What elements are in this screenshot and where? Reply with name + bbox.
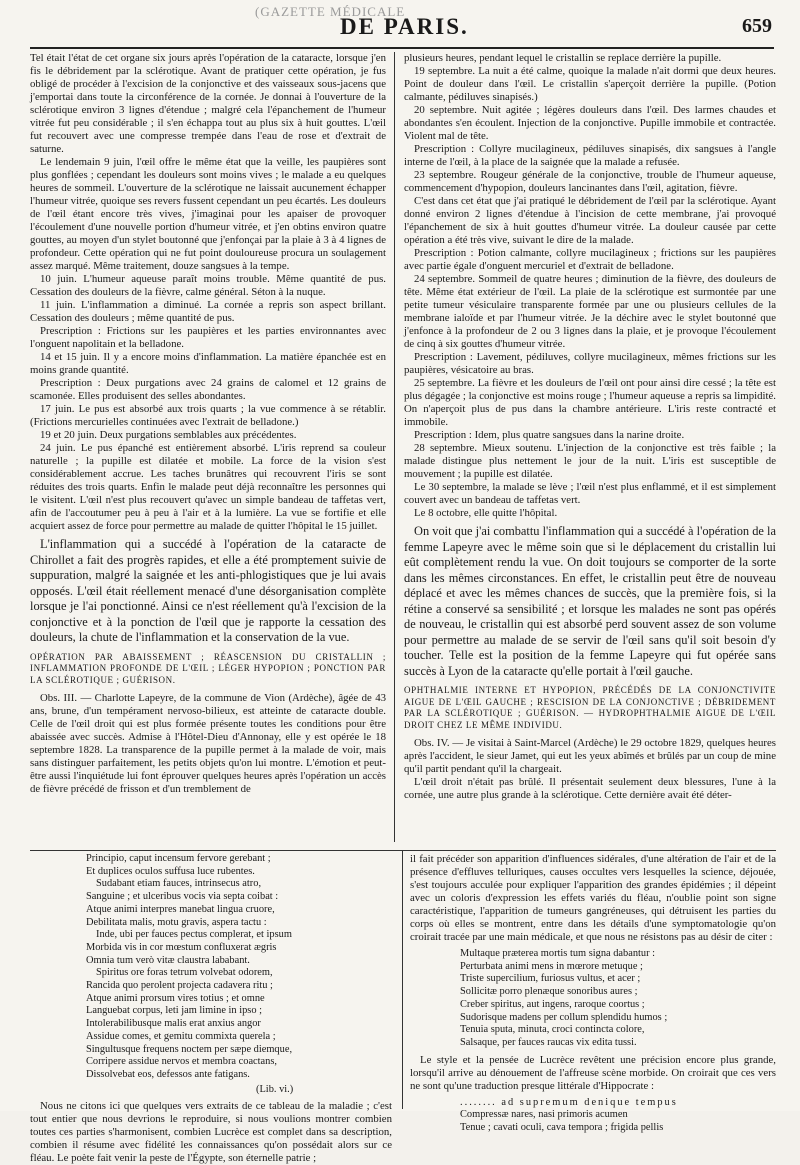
header-rule	[30, 47, 774, 49]
verse-line: Corripere assidue nervos et membra coactans,	[86, 1056, 277, 1068]
verse-line: Rancida quo perolent projecta cadavera ritu ;	[86, 980, 273, 992]
paragraph: 19 septembre. La nuit a été calme, quoique la malade n'ait dormi que deux heures. Point de douleur dans l'œil. Le cristallin s'aperçoit derrière la pupille. (Potion calmante, pédiluves sinapisés.)	[404, 65, 776, 103]
verse-line: Intolerabilibusque malis erat anxius angor	[86, 1018, 261, 1030]
verse-line: Sudorisque madens per collum splendidu humos ;	[460, 1011, 668, 1023]
verse-line: Creber spiritus, aut ingens, raroque coortus ;	[460, 998, 645, 1010]
page-header	[0, 0, 800, 52]
verse-line: Sollicitæ porro plenæque sonoribus aures ;	[460, 986, 638, 998]
observation-paragraph: Obs. III. — Charlotte Lapeyre, de la commune de Vion (Ardèche), âgée de 43 ans, brune, d'un tempérament nervoso-bilieux, est atteinte de cataracte double. Celle de l'œil droit qui est plus formée présente toutes les conditions pour être abaissée avec succès. Admise à l'Hôtel-Dieu d'Annonay, elle y est opérée le 18 septembre 1828. La transparence de la pupille permet à la malade de voir, mais sans distinguer parfaitement, les petits objets qu'on lui montre. L'émotion et peut-être aussi l'inquiétude lui font éprouver quelques heures après l'opération un accès de fièvre précédé de frisson et d'un tremblement de	[30, 692, 386, 795]
paragraph: Tel était l'état de cet organe six jours après l'opération de la cataracte, lorsque j'en fis le débridement par la sclérotique. Avant de pratiquer cette opération, je fus obligé de procéder à l'excision de la conjonctive et des vaisseaux sous-jacens que j'emportai dans toute la circonférence de la cornée. Je donnai à l'ouverture de la sclérotique environ 3 lignes d'étendue ; malgré cela l'épanchement de l'humeur vitrée fut peu considérable ; il s'en échappa tout au plus six à huit gouttes. L'œil fut recouvert avec une compresse trempée dans l'eau de rose et d'extrait de saturne.	[30, 52, 386, 155]
paragraph: 11 juin. L'inflammation a diminué. La cornée a repris son aspect brillant. Cessation des douleurs ; même quantité de pus.	[30, 299, 386, 324]
verse-line: Et duplices oculos suffusa luce rubentes.	[86, 865, 255, 877]
section-heading: OPHTHALMIE INTERNE ET HYPOPION, PRÉCÉDÉS DE LA CONJONCTIVITE AIGUE DE L'ŒIL GAUCHE ; RESCISION DE LA CONJONCTIVE ; DÉBRIDEMENT PAR LA SCLÉROTIQUE ; GUÉRISON. — HYDROPHTHALMIE AIGUE DE L'ŒIL DROIT CHEZ LE MÊME INDIVIDU.	[404, 685, 776, 730]
feuilleton-rule	[30, 850, 776, 851]
verse-line: Sudabant etiam fauces, intrinsecus atro,	[96, 878, 262, 890]
page-title: DE PARIS.	[340, 14, 469, 39]
paragraph: plusieurs heures, pendant lequel le cristallin se replace derrière la pupille.	[404, 52, 722, 64]
verse-line: Debilitata malis, motu gravis, aspera tactu :	[86, 916, 267, 928]
paragraph: Prescription : Collyre mucilagineux, pédiluves sinapisés, dix sangsues à l'angle interne de l'œil, à la place de la saignée que la malade a refusée.	[404, 143, 776, 168]
verse-line: Atque animi prorsum vires totius ; et omne	[86, 992, 265, 1004]
paragraph: Prescription : Frictions sur les paupières et les parties environnantes avec l'onguent napolitain et la belladone.	[30, 325, 386, 350]
paragraph: C'est dans cet état que j'ai pratiqué le débridement de l'œil par la sclérotique. Ayant donné environ 2 lignes d'étendue à l'incision de cette membrane, j'ai provoqué l'épanchement de six à huit gouttes d'humeur vitrée. La douleur causée par cette opération a été très vive, suivant le dire de la malade.	[404, 195, 776, 246]
paragraph: Le lendemain 9 juin, l'œil offre le même état que la veille, les paupières sont plus gonflées ; cependant les douleurs sont moins vives ; le malade a eu quelques heures de sommeil. L'ouverture de la sclérotique ne laissait aucunement échapper l'humeur vitrée, quoique ses revers fussent cependant un peu écartés. Les douleurs de l'œil étant encore très vives, j'imaginai pour les apaiser de provoquer l'écoulement d'une nouvelle portion d'humeur vitrée, et j'en obtins environ quatre gouttes, au moyen d'un stylet boutonné que j'enfonçai par la plaie à 3 à 4 lignes de profondeur. Cette opération qui ne fut point douloureuse procura un soulagement assez marqué. Même traitement, douze sangsues à la tempe.	[30, 156, 386, 272]
paragraph: Nous ne citons ici que quelques vers extraits de ce tableau de la maladie ; c'est tout entier que nous devrions le reproduire, si nous voulions montrer combien toutes ces parties s'harmonisent, combien Lucrèce est complet dans sa description, combien il résume avec fidélité les connaissances qu'on possédait alors sur ce fléau. Le poète fait venir la peste de l'Égypte, son éternelle patrie ;	[30, 1100, 392, 1165]
paragraph: 25 septembre. La fièvre et les douleurs de l'œil ont pour ainsi dire cessé ; la tête est plus dégagée ; la conjonctive est moins rouge ; l'humeur aqueuse a repris sa limpidité. On n'aperçoit plus de pus dans la chambre antérieure. L'iris reste contracté et immobile.	[404, 377, 776, 428]
paragraph: Prescription : Idem, plus quatre sangsues dans la narine droite.	[414, 429, 685, 441]
paragraph: Prescription : Potion calmante, collyre mucilagineux ; frictions sur les paupières avec partie égale d'onguent mercuriel et d'extrait de belladone.	[404, 247, 776, 272]
verse-line: Sanguine ; et ulceribus vocis via septa coibat :	[86, 891, 279, 903]
verse-line: Tenue ; cavati oculi, cava tempora ; frigida pellis	[460, 1122, 664, 1134]
paragraph: 23 septembre. Rougeur générale de la conjonctive, trouble de l'humeur aqueuse, commencement d'hypopion, douleurs lancinantes dans l'œil, agitation, fièvre.	[404, 169, 776, 194]
paragraph: 10 juin. L'humeur aqueuse paraît moins trouble. Même quantité de pus. Cessation des douleurs de la fièvre, calme général. Séton à la nuque.	[30, 273, 386, 298]
latin-poem	[460, 948, 776, 1050]
latin-poem	[460, 1097, 776, 1135]
verse-line: Assidue comes, et gemitu commixta querela ;	[86, 1030, 276, 1042]
verse-line: Perturbata animi mens in mœrore metuque ;	[460, 960, 643, 972]
verse-line: Singultusque frequens noctem per sæpe diemque,	[86, 1043, 293, 1055]
feuilleton-left	[30, 853, 392, 1165]
column-divider	[402, 851, 403, 1109]
feuilleton-right	[410, 853, 776, 1134]
running-head: (GAZETTE MÉDICALE	[255, 4, 406, 19]
paragraph: Prescription : Lavement, pédiluves, collyre mucilagineux, mêmes frictions sur les paupières, vésicatoire au bras.	[404, 351, 776, 376]
column-right	[404, 52, 776, 847]
verse-line: Inde, ubi per fauces pectus complerat, et ipsum	[96, 929, 292, 941]
paragraph: il fait précéder son apparition d'influences sidérales, d'une altération de l'air et de la présence d'effluves telluriques, causes occultes vers lesquelles la science, déjouée, s'est toujours acculée pour expliquer l'apparition des grandes épidémies ; il dépeint avec un coloris d'expression les effets variés du fléau, n'oublie point son signe caractéristique, l'apparition de tumeurs gangréneuses, qui détruisent les parties du corps où elles se montrent, entre dans les détails d'une symptomatologie qu'on croirait tracée par une main médicale, et que nous ne résistons pas au désir de citer :	[410, 853, 776, 943]
paragraph: 14 et 15 juin. Il y a encore moins d'inflammation. La matière épanchée est en moins grande quantité.	[30, 351, 386, 376]
verse-line: Spiritus ore foras tetrum volvebat odorem,	[96, 967, 273, 979]
poem-reference: (Lib. vi.)	[256, 1083, 294, 1095]
verse-line: Languebat corpus, leti jam limine in ipso ;	[86, 1005, 263, 1017]
commentary-paragraph: L'inflammation qui a succédé à l'opération de la cataracte de Chirollet a fait des progrès rapides, et elle a été promptement suivie de suppuration, malgré la saignée et les anti-phlogistiques que je lui avais opposés. L'œil était réellement menacé d'une désorganisation complète lorsque je l'ai ponctionné. Ainsi ce n'est réellement qu'à l'excision de la conjonctive et à la ponction de l'œil que je rapporte la cessation des douleurs, la chute de l'inflammation et la conservation de la vue.	[30, 537, 386, 644]
page-number: 659	[742, 15, 772, 37]
paragraph: 24 septembre. Sommeil de quatre heures ; diminution de la fièvre, des douleurs de tête. Même état extérieur de l'œil. La plaie de la sclérotique est surmontée par une petite tumeur vésiculaire transparente formée par une ou plusieurs cellules de la membrane ialoïde et par l'humeur vitrée. Je la déchire avec le stylet boutonné que j'enfonce à la profondeur de 2 ou 3 lignes dans la plaie, et je provoque l'écoulement de cinq à six gouttes d'humeur vitrée.	[404, 273, 776, 350]
verse-line: Compressæ nares, nasi primoris acumen	[460, 1109, 628, 1121]
paragraph: 20 septembre. Nuit agitée ; légères douleurs dans l'œil. Des larmes chaudes et abondantes s'en écoulent. Injection de la conjonctive. Pupille immobile et contractée. Violent mal de tête.	[404, 104, 776, 142]
verse-line: Multaque præterea mortis tum signa dabantur :	[460, 948, 656, 959]
latin-poem	[86, 853, 392, 1096]
observation-paragraph: Obs. IV. — Je visitai à Saint-Marcel (Ardèche) le 29 octobre 1829, quelques heures après l'accident, le sieur Jamet, qui eut les yeux abîmés et brûlés par un coup de mine qu'il partit pendant qu'il la chargeait.	[404, 737, 776, 775]
verse-line: Atque animi interpres manebat lingua cruore,	[86, 903, 275, 915]
paragraph: Le style et la pensée de Lucrèce revêtent une précision encore plus grande, lorsqu'il arrive au dénouement de l'affreuse scène morbide. On croirait que ces vers ne sont qu'une traduction presque littérale d'Hippocrate :	[410, 1053, 776, 1092]
commentary-paragraph: On voit que j'ai combattu l'inflammation qui a succédé à l'opération de la femme Lapeyre avec le même soin que si le déplacement du cristallin lui eût complètement rendu la vue. On doit toujours se comporter de la sorte dans les mêmes circonstances. En effet, le cristallin peut être de nouveau déplacé et avec les mêmes chances de succès, que la première fois, si la rétine a conservé sa sensibilité ; et lorsque les malades ne sont pas opérés de nouveau, le cristallin qui est absorbé perd souvent assez de son volume pour permettre au malade de se servir de l'œil sans qu'il soit besoin d'y toucher. Telle est la position de la femme Lapeyre qui fut opérée sans succès à Lyon de la cataracte qu'elle portait à l'œil gauche.	[404, 524, 776, 678]
paragraph: L'œil droit n'était pas brûlé. Il présentait seulement deux blessures, l'une à la cornée, une autre plus grande à la sclérotique. Cette dernière avait été déter-	[404, 776, 776, 801]
paragraph: 28 septembre. Mieux soutenu. L'injection de la conjonctive est très faible ; la malade distingue plus nettement le jour de la nuit. L'iris est susceptible de mouvement ; la pupille est dilatée.	[404, 442, 776, 480]
verse-line: Triste supercilium, furiosus vultus, et acer ;	[460, 973, 641, 985]
column-divider	[394, 52, 395, 842]
verse-line: Dissolvebat eos, defessos ante fatigans.	[86, 1068, 250, 1080]
paragraph: Prescription : Deux purgations avec 24 grains de calomel et 12 grains de scamonée. Elles produisent des selles abondantes.	[30, 377, 386, 402]
paragraph: 24 juin. Le pus épanché est entièrement absorbé. L'iris reprend sa couleur naturelle ; la pupille est dilatée et mobile. La force de la vision s'est considérablement accrue. Les taches brunâtres qui recouvrent l'iris se sont réduites des trois quarts. Enfin le malade peut déjà reconnaître les personnes qui le visitent. L'œil n'est plus recouvert qu'avec un simple bandeau de taffetas vert, afin de l'accoutumer peu à peu à l'air et à la lumière. La vue se fortifie et elle acquiert assez de force pour permettre au malade de quitter l'hôpital le 15 juillet.	[30, 442, 386, 532]
paragraph: Le 8 octobre, elle quitte l'hôpital.	[414, 507, 558, 519]
verse-line: ........ ad supremum denique tempus	[460, 1096, 678, 1108]
verse-line: Morbida vis in cor mœstum confluxerat ægris	[86, 941, 277, 953]
paragraph: 17 juin. Le pus est absorbé aux trois quarts ; la vue commence à se rétablir. (Frictions mercurielles continuées avec l'extrait de belladone.)	[30, 403, 386, 428]
column-left	[30, 52, 386, 847]
verse-line: Tenuia sputa, minuta, croci contincta colore,	[460, 1024, 645, 1036]
verse-line: Salsaque, per fauces raucas vix edita tussi.	[460, 1036, 637, 1048]
paragraph: Le 30 septembre, la malade se lève ; l'œil n'est plus enflammé, et il est simplement couvert avec un bandeau de taffetas vert.	[404, 481, 776, 506]
verse-line: Omnia tum verò vitæ claustra lababant.	[86, 954, 250, 966]
paragraph: 19 et 20 juin. Deux purgations semblables aux précédentes.	[40, 429, 297, 441]
section-heading: OPÉRATION PAR ABAISSEMENT ; RÉASCENSION DU CRISTALLIN ; INFLAMMATION PROFONDE DE L'ŒIL ; LÉGER HYPOPION ; PONCTION PAR LA SCLÉROTIQUE ; GUÉRISON.	[30, 651, 386, 685]
verse-line: Principio, caput incensum fervore gerebant ;	[86, 853, 271, 864]
